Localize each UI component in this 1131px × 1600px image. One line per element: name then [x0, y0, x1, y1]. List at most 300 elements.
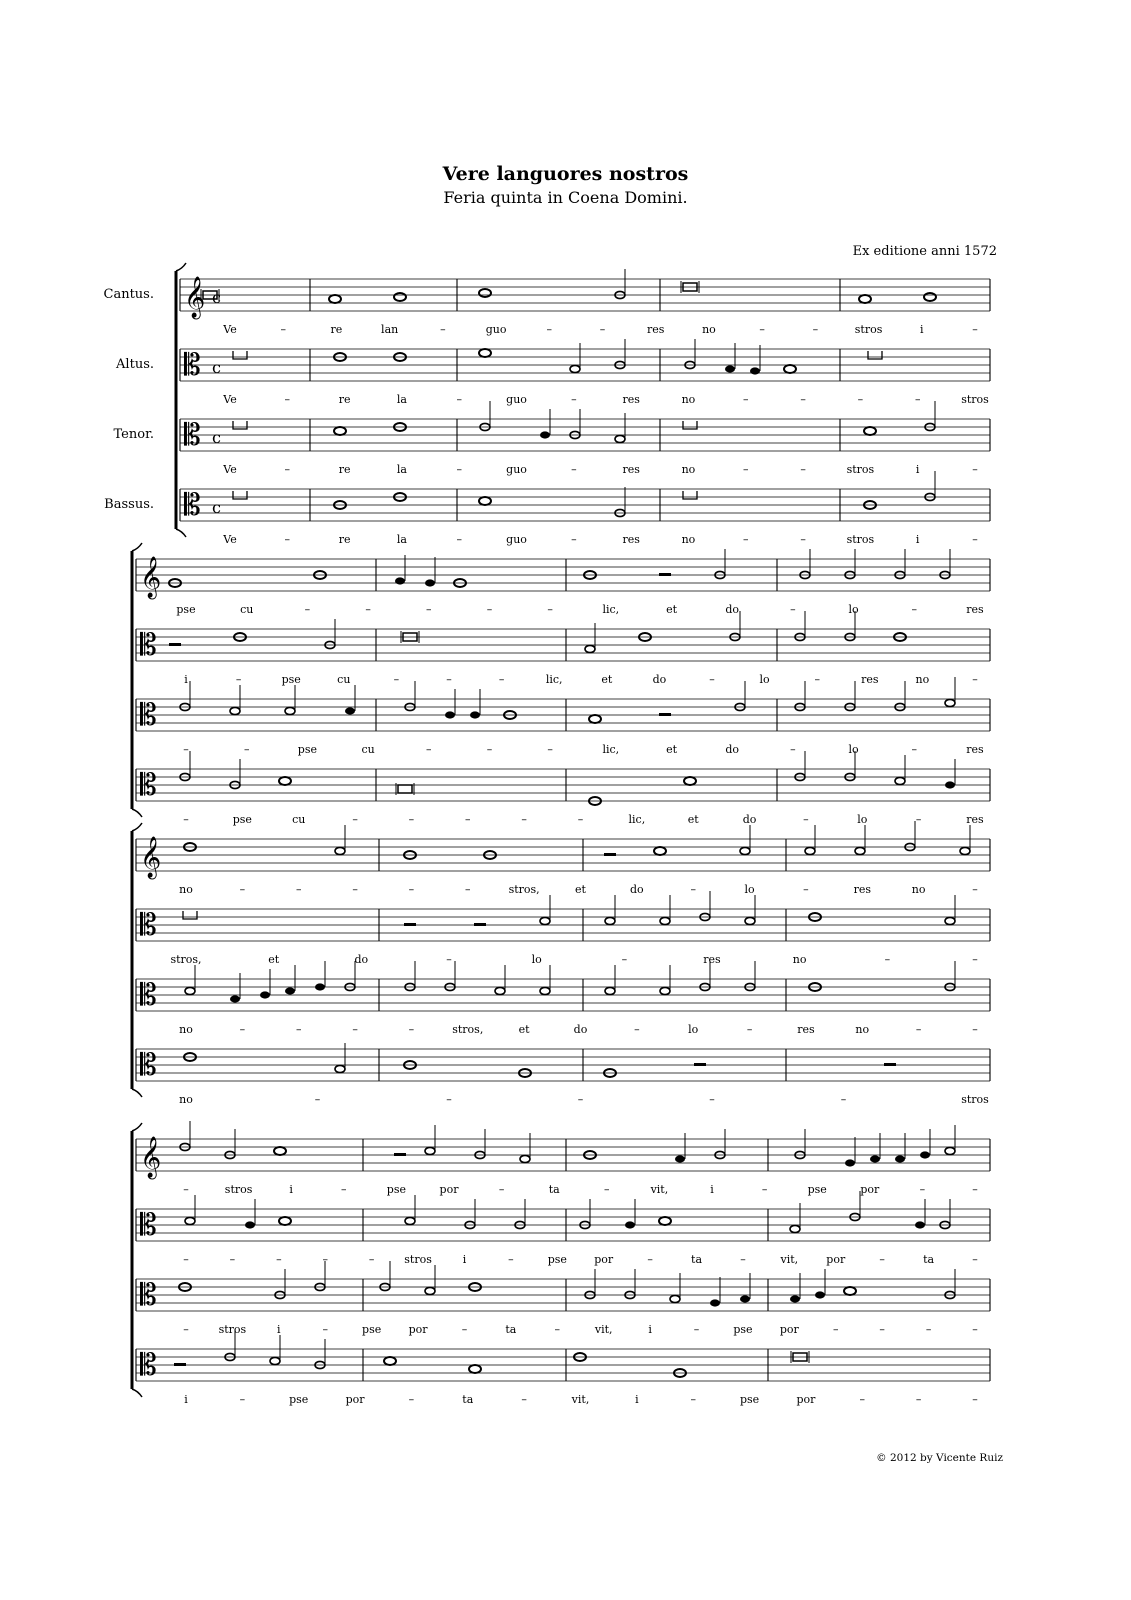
lyric-syllable: lic,: [602, 603, 620, 616]
lyric-syllable: –: [465, 883, 471, 896]
lyric-line: [184, 673, 978, 686]
note: [660, 917, 670, 924]
note: [870, 1155, 880, 1162]
lyric-line: [183, 1253, 978, 1266]
lyric-syllable: pse: [289, 1393, 309, 1406]
lyric-line: [184, 1393, 978, 1406]
lyric-syllable: –: [352, 1023, 358, 1036]
note: [589, 715, 601, 723]
lyric-syllable: –: [239, 1393, 246, 1406]
note: [740, 1295, 750, 1302]
lyric-syllable: –: [803, 883, 809, 896]
note: [384, 1357, 396, 1365]
time-signature: c: [212, 498, 221, 517]
lyric-syllable: res: [703, 953, 721, 966]
lyric-syllable: no: [855, 1023, 870, 1036]
note: [920, 1151, 930, 1158]
lyric-syllable: vit,: [571, 1393, 590, 1406]
lyric-syllable: –: [304, 603, 311, 616]
c-clef-icon: 𝄡: [184, 348, 201, 383]
time-signature: c: [212, 358, 221, 377]
c-clef-icon: 𝄡: [140, 908, 157, 943]
lyric-syllable: –: [408, 883, 415, 896]
note: [470, 711, 480, 718]
staff: [180, 471, 990, 523]
lyric-syllable: –: [884, 953, 891, 966]
lyric-syllable: –: [571, 533, 577, 546]
lyric-syllable: –: [426, 743, 432, 756]
lyric-syllable: res: [861, 673, 879, 686]
lyric-syllable: –: [972, 1183, 978, 1196]
lyric-syllable: –: [521, 1393, 527, 1406]
lyric-syllable: lan: [381, 323, 399, 336]
note: [279, 1217, 291, 1225]
note: [270, 1357, 280, 1364]
copyright: © 2012 by Vicente Ruiz: [876, 1452, 1003, 1464]
staff: [136, 1121, 990, 1179]
lyric-syllable: Ve: [223, 463, 237, 476]
lyric-syllable: –: [972, 1023, 978, 1036]
lyric-syllable: –: [790, 603, 796, 616]
lyric-syllable: re: [338, 463, 351, 476]
lyric-syllable: –: [972, 1323, 978, 1336]
lyric-syllable: –: [322, 1253, 328, 1266]
lyric-line: [179, 1093, 989, 1106]
note: [745, 917, 755, 924]
lyric-syllable: –: [322, 1323, 328, 1336]
system-4: [132, 1121, 990, 1406]
lyric-syllable: la: [396, 393, 407, 406]
lyric-syllable: –: [919, 1183, 926, 1196]
lyric-syllable: –: [547, 743, 553, 756]
lyric-syllable: –: [972, 1393, 978, 1406]
lyric-syllable: ta: [923, 1253, 935, 1266]
c-clef-icon: 𝄡: [140, 1278, 157, 1313]
note: [945, 699, 955, 706]
lyric-syllable: por: [439, 1183, 459, 1196]
lyric-syllable: do: [573, 1023, 588, 1036]
lyric-syllable: Ve: [223, 323, 237, 336]
note: [570, 365, 580, 372]
note: [279, 777, 291, 785]
lyric-syllable: –: [554, 1323, 561, 1336]
staff: [136, 821, 990, 879]
lyric-syllable: vit,: [650, 1183, 669, 1196]
lyric-syllable: –: [690, 883, 696, 896]
c-clef-icon: 𝄡: [184, 488, 201, 523]
note: [495, 987, 505, 994]
lyric-line: [222, 393, 989, 406]
lyric-syllable: –: [879, 1253, 885, 1266]
lyric-syllable: –: [243, 743, 250, 756]
rest: [604, 853, 616, 856]
lyric-syllable: –: [743, 393, 749, 406]
c-clef-icon: 𝄡: [140, 698, 157, 733]
lyric-syllable: i: [277, 1323, 281, 1336]
lyric-syllable: –: [314, 1093, 321, 1106]
note: [725, 365, 735, 372]
lyric-syllable: –: [972, 463, 978, 476]
lyric-syllable: –: [365, 603, 371, 616]
note: [395, 577, 405, 584]
lyric-line: [179, 883, 978, 896]
note: [915, 1221, 925, 1228]
lyric-syllable: i: [915, 463, 920, 476]
lyric-syllable: res: [853, 883, 871, 896]
rest: [174, 1363, 186, 1366]
lyric-syllable: pse: [807, 1183, 827, 1196]
lyric-syllable: et: [687, 813, 699, 826]
lyric-syllable: –: [972, 673, 978, 686]
rest: [169, 643, 181, 646]
lyric-syllable: –: [408, 813, 415, 826]
note: [945, 1147, 955, 1154]
staff: [180, 269, 990, 319]
rest: [659, 573, 671, 576]
note: [230, 995, 240, 1002]
lyric-syllable: guo: [506, 533, 527, 546]
lyric-syllable: –: [284, 533, 291, 546]
note: [479, 349, 491, 357]
note: [855, 847, 865, 854]
lyric-syllable: –: [746, 1023, 753, 1036]
lyric-syllable: –: [972, 953, 978, 966]
lyric-syllable: vit,: [594, 1323, 613, 1336]
c-clef-icon: 𝄡: [140, 1348, 157, 1383]
note: [924, 293, 936, 301]
lyric-syllable: cu: [292, 813, 306, 826]
lyric-syllable: –: [911, 603, 918, 616]
lyric-syllable: Ve: [223, 393, 237, 406]
note: [864, 427, 876, 435]
lyric-syllable: –: [972, 533, 978, 546]
lyric-syllable: ta: [462, 1393, 474, 1406]
note: [895, 777, 905, 784]
lyric-syllable: –: [647, 1253, 653, 1266]
lyric-syllable: pse: [386, 1183, 407, 1196]
lyric-syllable: –: [693, 1323, 700, 1336]
c-clef-icon: 𝄡: [184, 418, 201, 453]
lyric-syllable: –: [456, 533, 462, 546]
note: [654, 847, 666, 855]
lyric-syllable: et: [268, 953, 280, 966]
lyric-syllable: –: [183, 1323, 189, 1336]
lyric-syllable: re: [330, 323, 343, 336]
lyric-line: [183, 743, 984, 756]
staff: [136, 751, 990, 805]
lyric-syllable: –: [800, 463, 806, 476]
lyric-syllable: –: [759, 323, 765, 336]
note: [469, 1365, 481, 1373]
lyric-syllable: por: [594, 1253, 614, 1266]
lyric-syllable: –: [352, 813, 358, 826]
lyric-syllable: i: [462, 1253, 467, 1266]
lyric-line: [170, 953, 978, 966]
note: [845, 1159, 855, 1166]
note: [585, 645, 595, 652]
rest: [659, 713, 671, 716]
lyric-syllable: guo: [485, 323, 507, 336]
staff: [136, 549, 990, 599]
voice-label-tenor: Tenor.: [113, 427, 154, 442]
lyric-syllable: pse: [362, 1323, 382, 1336]
lyric-syllable: pse: [297, 743, 317, 756]
lyric-syllable: res: [647, 323, 665, 336]
lyric-syllable: no: [911, 883, 926, 896]
breve-note: [183, 911, 197, 919]
lyric-syllable: stros,: [452, 1023, 484, 1036]
note: [540, 917, 550, 924]
lyric-syllable: res: [622, 393, 640, 406]
c-clef-icon: 𝄡: [140, 978, 157, 1013]
note: [710, 1299, 720, 1306]
treble-clef-icon: 𝄞: [140, 837, 162, 878]
lyric-line: [183, 1323, 978, 1336]
lyric-syllable: pse: [739, 1393, 760, 1406]
lyric-syllable: –: [486, 743, 493, 756]
note: [405, 1217, 415, 1224]
lyric-syllable: i: [184, 1393, 188, 1406]
note: [605, 917, 615, 924]
treble-clef-icon: 𝄞: [184, 277, 206, 318]
lyric-syllable: re: [338, 533, 351, 546]
lyric-syllable: –: [790, 743, 796, 756]
lyric-syllable: –: [368, 1253, 375, 1266]
note: [660, 987, 670, 994]
staff: [136, 1261, 990, 1313]
lyric-syllable: guo: [506, 393, 527, 406]
lyric-syllable: do: [354, 953, 369, 966]
lyric-syllable: lo: [848, 743, 859, 756]
note: [670, 1295, 680, 1302]
lyric-syllable: –: [761, 1183, 768, 1196]
lyric-syllable: por: [408, 1323, 428, 1336]
lyric-syllable: –: [341, 1183, 347, 1196]
lyric-syllable: re: [338, 393, 351, 406]
lyric-syllable: stros: [404, 1253, 432, 1266]
note: [945, 917, 955, 924]
lyric-syllable: –: [440, 323, 446, 336]
lyric-syllable: no: [792, 953, 807, 966]
note: [740, 847, 750, 854]
lyric-syllable: –: [743, 533, 749, 546]
breve-note: [233, 421, 247, 429]
rest: [474, 923, 486, 926]
lyric-line: [222, 463, 978, 476]
lyric-syllable: –: [740, 1253, 746, 1266]
lyric-syllable: lo: [688, 1023, 699, 1036]
lyric-syllable: –: [486, 603, 493, 616]
lyric-syllable: Ve: [223, 533, 237, 546]
lyric-syllable: do: [630, 883, 644, 896]
lyric-syllable: –: [833, 1323, 839, 1336]
lyric-syllable: –: [803, 813, 809, 826]
c-clef-icon: 𝄡: [140, 1208, 157, 1243]
lyric-syllable: –: [456, 463, 462, 476]
staff: [136, 961, 990, 1013]
note: [540, 987, 550, 994]
lyric-syllable: –: [571, 463, 577, 476]
lyric-syllable: lo: [759, 673, 770, 686]
lyric-syllable: –: [352, 883, 358, 896]
lyric-syllable: et: [575, 883, 586, 896]
lyric-syllable: –: [183, 813, 189, 826]
note: [675, 1155, 685, 1162]
piece-subtitle: Feria quinta in Coena Domini.: [443, 188, 688, 207]
lyric-syllable: por: [796, 1393, 816, 1406]
lyric-syllable: do: [725, 743, 740, 756]
lyric-syllable: –: [456, 393, 462, 406]
breve-note: [683, 421, 697, 429]
lyric-syllable: res: [622, 533, 640, 546]
note: [790, 1295, 800, 1302]
lyric-syllable: do: [742, 813, 757, 826]
staff: [136, 611, 990, 663]
lyric-line: [222, 533, 978, 546]
staff: [136, 891, 990, 943]
lyric-syllable: do: [725, 603, 740, 616]
lyric-syllable: no: [179, 1093, 193, 1106]
rest: [884, 1063, 896, 1066]
lyric-syllable: –: [229, 1253, 236, 1266]
lyric-syllable: –: [915, 1393, 922, 1406]
lyric-syllable: por: [826, 1253, 846, 1266]
lyric-syllable: –: [840, 1093, 847, 1106]
lyric-syllable: ta: [548, 1183, 560, 1196]
lyric-syllable: stros,: [508, 883, 540, 896]
lyric-syllable: pse: [176, 603, 196, 616]
note: [425, 1287, 435, 1294]
note: [285, 987, 295, 994]
note: [425, 579, 435, 586]
lyric-syllable: lo: [744, 883, 755, 896]
lyric-syllable: –: [546, 323, 553, 336]
time-signature: c: [212, 428, 221, 447]
voice-label-cantus: Cantus.: [103, 287, 154, 302]
lyric-line: [183, 813, 984, 826]
lyric-syllable: stros: [218, 1323, 247, 1336]
lyric-syllable: –: [521, 813, 527, 826]
note: [750, 367, 760, 374]
lyric-syllable: –: [183, 1183, 189, 1196]
voice-label-bassus: Bassus.: [104, 497, 154, 512]
lyric-syllable: –: [709, 673, 715, 686]
lyric-syllable: res: [797, 1023, 815, 1036]
note: [844, 1287, 856, 1295]
lyric-syllable: no: [915, 673, 930, 686]
lyric-syllable: –: [408, 1393, 415, 1406]
lyric-syllable: –: [183, 1253, 189, 1266]
lyric-syllable: res: [622, 463, 640, 476]
note: [605, 987, 615, 994]
lyric-syllable: –: [879, 1323, 885, 1336]
lyric-syllable: stros: [854, 323, 883, 336]
system-2: [132, 543, 990, 826]
note: [394, 293, 406, 301]
lyric-syllable: –: [743, 463, 749, 476]
lyric-syllable: –: [972, 1253, 978, 1266]
lyric-syllable: –: [857, 393, 864, 406]
lyric-syllable: i: [184, 673, 188, 686]
lyric-syllable: –: [621, 953, 628, 966]
lyric-syllable: stros: [961, 1093, 989, 1106]
lyric-syllable: –: [295, 1023, 302, 1036]
note: [425, 1147, 435, 1154]
lyric-syllable: do: [652, 673, 667, 686]
note: [245, 1221, 255, 1228]
c-clef-icon: 𝄡: [140, 628, 157, 663]
note: [784, 365, 796, 373]
note: [230, 707, 240, 714]
lyric-syllable: –: [498, 1183, 505, 1196]
note: [345, 707, 355, 714]
note: [260, 991, 270, 998]
lyric-syllable: –: [577, 1093, 584, 1106]
treble-clef-icon: 𝄞: [140, 1137, 162, 1178]
note: [185, 987, 195, 994]
lyric-syllable: –: [800, 533, 806, 546]
lyric-syllable: i: [635, 1393, 639, 1406]
note: [895, 1155, 905, 1162]
lyric-line: [176, 603, 984, 616]
lyric-syllable: –: [446, 953, 452, 966]
note: [329, 295, 341, 303]
lyric-syllable: pse: [733, 1323, 753, 1336]
piece-title: Vere languores nostros: [442, 163, 689, 185]
lyric-syllable: –: [239, 883, 246, 896]
lyric-syllable: i: [920, 323, 924, 336]
lyric-syllable: i: [710, 1183, 714, 1196]
lyric-syllable: –: [634, 1023, 640, 1036]
staff: [180, 401, 990, 453]
lyric-syllable: la: [396, 463, 407, 476]
lyric-syllable: no: [681, 533, 696, 546]
rest: [394, 1153, 406, 1156]
lyric-syllable: no: [179, 1023, 193, 1036]
lyric-syllable: –: [859, 1393, 866, 1406]
treble-clef-icon: 𝄞: [140, 557, 162, 598]
note: [615, 435, 625, 442]
staff: [180, 339, 990, 383]
lyric-line: [179, 1023, 978, 1036]
note: [659, 1217, 671, 1225]
lyric-syllable: –: [800, 393, 806, 406]
lyric-syllable: et: [666, 603, 678, 616]
lyric-syllable: –: [925, 1323, 932, 1336]
lyric-syllable: cu: [240, 603, 254, 616]
lyric-syllable: –: [972, 883, 978, 896]
note: [540, 431, 550, 438]
lyric-syllable: no: [702, 323, 716, 336]
note: [790, 1225, 800, 1232]
lyric-syllable: pse: [547, 1253, 567, 1266]
note: [335, 847, 345, 854]
lyric-syllable: –: [814, 673, 820, 686]
note: [335, 1065, 345, 1072]
note: [945, 781, 955, 788]
edition-note: Ex editione anni 1572: [852, 244, 997, 259]
lyric-syllable: stros: [846, 463, 875, 476]
lyric-syllable: et: [666, 743, 678, 756]
lyric-syllable: –: [393, 673, 400, 686]
lyric-syllable: –: [446, 673, 452, 686]
lyric-syllable: lic,: [628, 813, 646, 826]
lyric-syllable: res: [966, 743, 984, 756]
note: [445, 711, 455, 718]
lyric-syllable: –: [911, 743, 918, 756]
lyric-syllable: stros: [846, 533, 875, 546]
lyric-line: [222, 323, 978, 336]
